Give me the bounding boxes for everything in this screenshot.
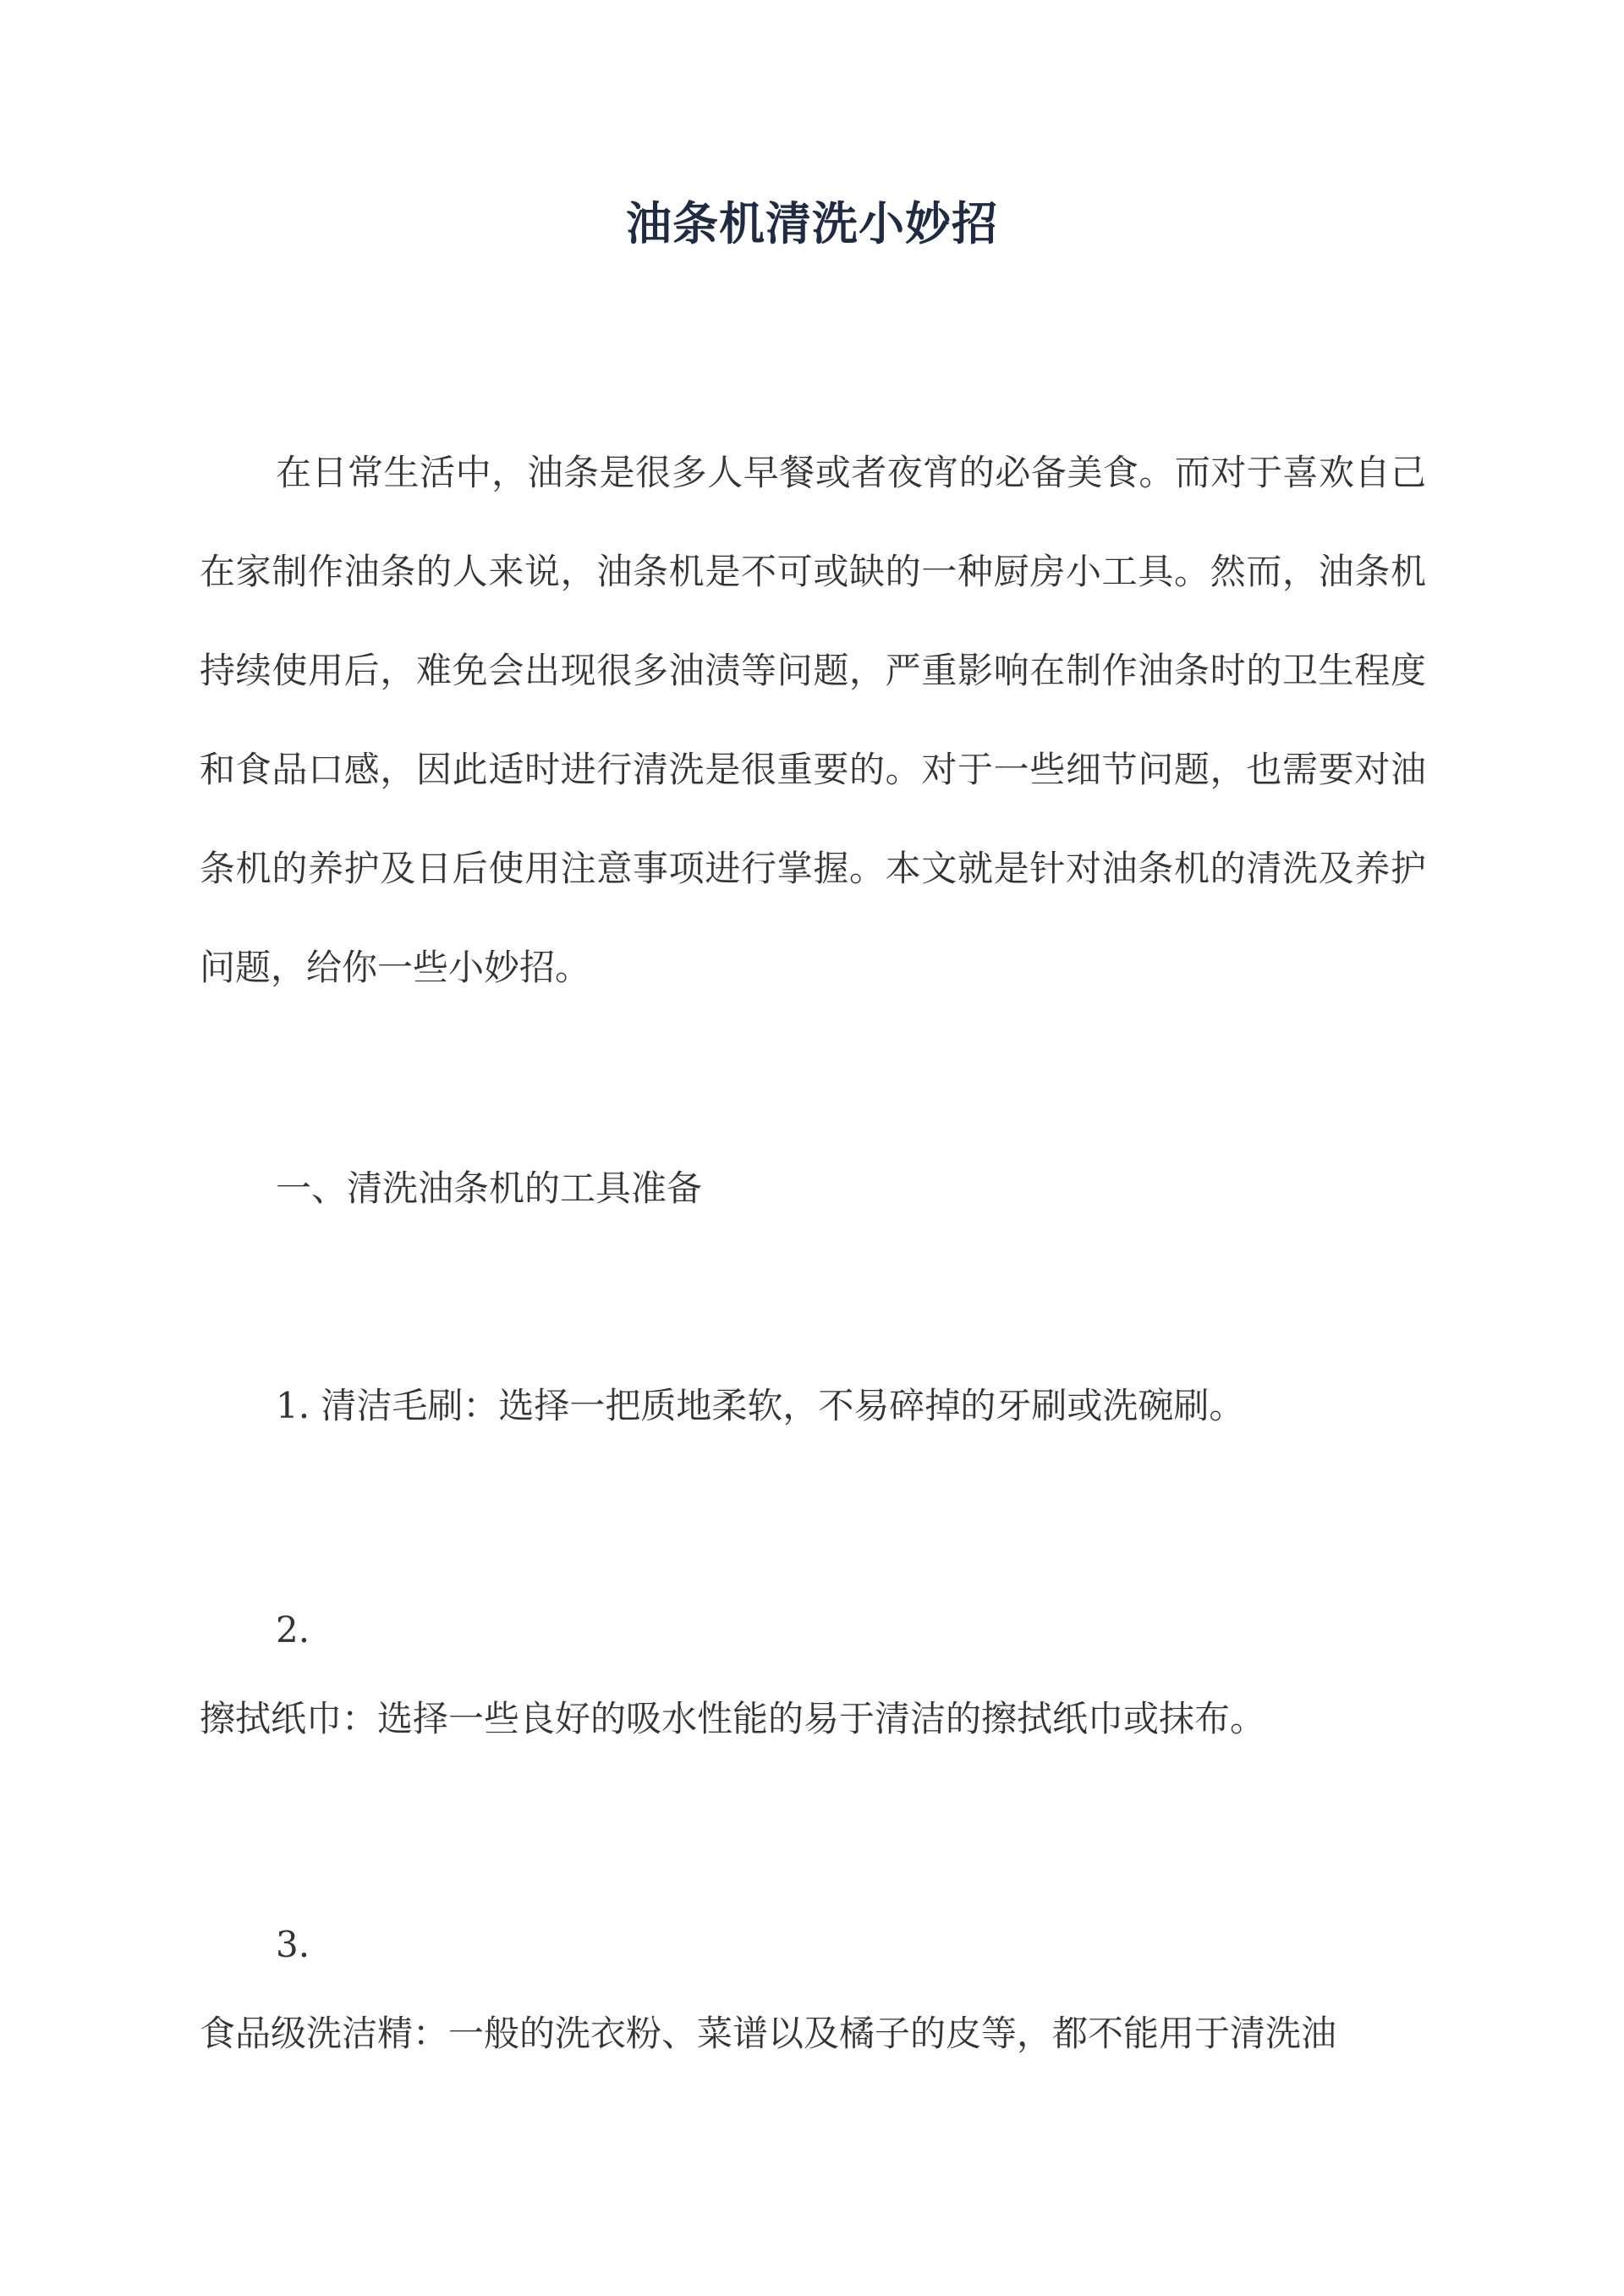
intro-paragraph: 在日常生活中，油条是很多人早餐或者夜宵的必备美食。而对于喜欢自己在家制作油条的人来说，油条机是不可或缺的一种厨房小工具。然而，油条机持续使用后，难免会出现很多油渍等问题，严重影响在制作油条时的卫生程度和食品口感，因此适时进行清洗是很重要的。对于一些细节问题，也需要对油条机的养护及日后使用注意事项进行掌握。本文就是针对油条机的清洗及养护问题，给你一些小妙招。 <box>200 452 1426 988</box>
document-title: 油条机清洗小妙招 <box>626 196 998 250</box>
list-item-tissue: 擦拭纸巾：选择一些良好的吸水性能的易于清洁的擦拭纸巾或抹布。 <box>200 1698 1266 1739</box>
list-item-number-2: 2. <box>276 1609 310 1651</box>
list-item-detergent: 食品级洗洁精：一般的洗衣粉、菜谱以及橘子的皮等，都不能用于清洗油 <box>200 2013 1337 2054</box>
list-item-brush: 1. 清洁毛刷：选择一把质地柔软，不易碎掉的牙刷或洗碗刷。 <box>276 1385 1245 1426</box>
list-item-number-3: 3. <box>276 1924 310 1965</box>
section-heading-tools: 一、清洗油条机的工具准备 <box>276 1167 703 1209</box>
